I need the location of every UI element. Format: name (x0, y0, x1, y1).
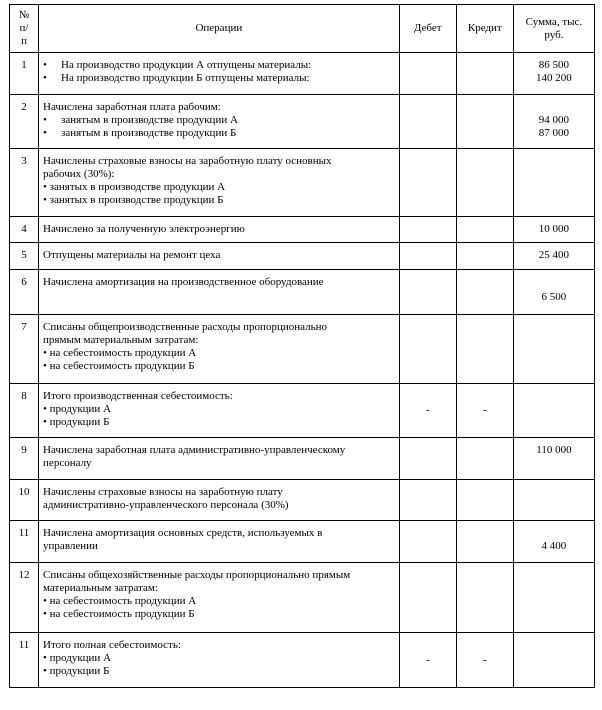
table-row (10, 95, 595, 149)
row-credit (456, 521, 513, 563)
row-credit: - (456, 384, 513, 438)
row-number: 6 (10, 270, 39, 315)
operations-table (9, 4, 595, 688)
row-debit (399, 270, 456, 315)
table-row (10, 149, 595, 217)
header-debit: Дебет (399, 5, 456, 53)
row-number: 11 (10, 633, 39, 688)
row-number: 5 (10, 243, 39, 270)
header-sum: Сумма, тыс. руб. (513, 5, 594, 53)
row-sum (513, 480, 594, 521)
row-debit: - (399, 384, 456, 438)
row-sum: 6 500 (513, 270, 594, 315)
table-row (10, 633, 595, 688)
row-sum: 4 400 (513, 521, 594, 563)
row-debit: - (399, 633, 456, 688)
row-credit (456, 149, 513, 217)
row-operation: Начислено за полученную электроэнергию (39, 217, 400, 243)
row-credit (456, 243, 513, 270)
row-sum: 25 400 (513, 243, 594, 270)
table-row (10, 315, 595, 384)
row-debit (399, 563, 456, 633)
row-operation: Начислены страховые взносы на заработную плату административно-управленческого персонала (30%) (39, 480, 400, 521)
table-row (10, 243, 595, 270)
row-number: 9 (10, 438, 39, 480)
header-num: № п/ п (10, 5, 39, 53)
row-debit (399, 95, 456, 149)
row-operation: Отпущены материалы на ремонт цеха (39, 243, 400, 270)
row-debit (399, 480, 456, 521)
row-operation: • На производство продукции А отпущены материалы: • На производство продукции Б отпущены материалы: (39, 53, 400, 95)
row-sum: 86 500 140 200 (513, 53, 594, 95)
row-number: 7 (10, 315, 39, 384)
row-debit (399, 217, 456, 243)
row-debit (399, 521, 456, 563)
row-debit (399, 438, 456, 480)
row-operation: Итого производственная себестоимость: • продукции А • продукции Б (39, 384, 400, 438)
row-credit (456, 438, 513, 480)
row-credit (456, 95, 513, 149)
table-row (10, 563, 595, 633)
row-number: 11 (10, 521, 39, 563)
row-credit (456, 480, 513, 521)
row-operation: Списаны общепроизводственные расходы пропорционально прямым материальным затратам: • на себестоимость продукции А • на себестоимость продукции Б (39, 315, 400, 384)
table-row (10, 270, 595, 315)
header-row (10, 5, 595, 53)
row-operation: Начислена амортизация на производственное оборудование (39, 270, 400, 315)
row-sum: 110 000 (513, 438, 594, 480)
header-operations: Операции (39, 5, 400, 53)
table-row (10, 521, 595, 563)
row-credit (456, 217, 513, 243)
row-debit (399, 149, 456, 217)
header-credit: Кредит (456, 5, 513, 53)
row-number: 12 (10, 563, 39, 633)
row-number: 4 (10, 217, 39, 243)
row-number: 2 (10, 95, 39, 149)
row-credit: - (456, 633, 513, 688)
row-number: 1 (10, 53, 39, 95)
row-sum: 10 000 (513, 217, 594, 243)
table-row (10, 217, 595, 243)
row-sum (513, 315, 594, 384)
row-number: 10 (10, 480, 39, 521)
row-credit (456, 315, 513, 384)
row-operation: Списаны общехозяйственные расходы пропорционально прямым материальным затратам: • на себестоимость продукции А • на себестоимость продукции Б (39, 563, 400, 633)
row-sum (513, 633, 594, 688)
row-credit (456, 563, 513, 633)
table-row (10, 438, 595, 480)
row-operation: Начислена заработная плата рабочим: • занятым в производстве продукции А • занятым в производстве продукции Б (39, 95, 400, 149)
table-row (10, 384, 595, 438)
table-row (10, 480, 595, 521)
row-credit (456, 53, 513, 95)
row-debit (399, 53, 456, 95)
row-operation: Начислена амортизация основных средств, используемых в управлении (39, 521, 400, 563)
row-operation: Начислены страховые взносы на заработную плату основных рабочих (30%): • занятых в производстве продукции А • занятых в производстве продукции Б (39, 149, 400, 217)
row-debit (399, 243, 456, 270)
row-operation: Начислена заработная плата административно-управленческому персоналу (39, 438, 400, 480)
row-sum (513, 384, 594, 438)
row-credit (456, 270, 513, 315)
row-number: 8 (10, 384, 39, 438)
row-sum (513, 563, 594, 633)
row-debit (399, 315, 456, 384)
table-row (10, 53, 595, 95)
row-number: 3 (10, 149, 39, 217)
row-sum: 94 000 87 000 (513, 95, 594, 149)
row-sum (513, 149, 594, 217)
row-operation: Итого полная себестоимость: • продукции А • продукции Б (39, 633, 400, 688)
